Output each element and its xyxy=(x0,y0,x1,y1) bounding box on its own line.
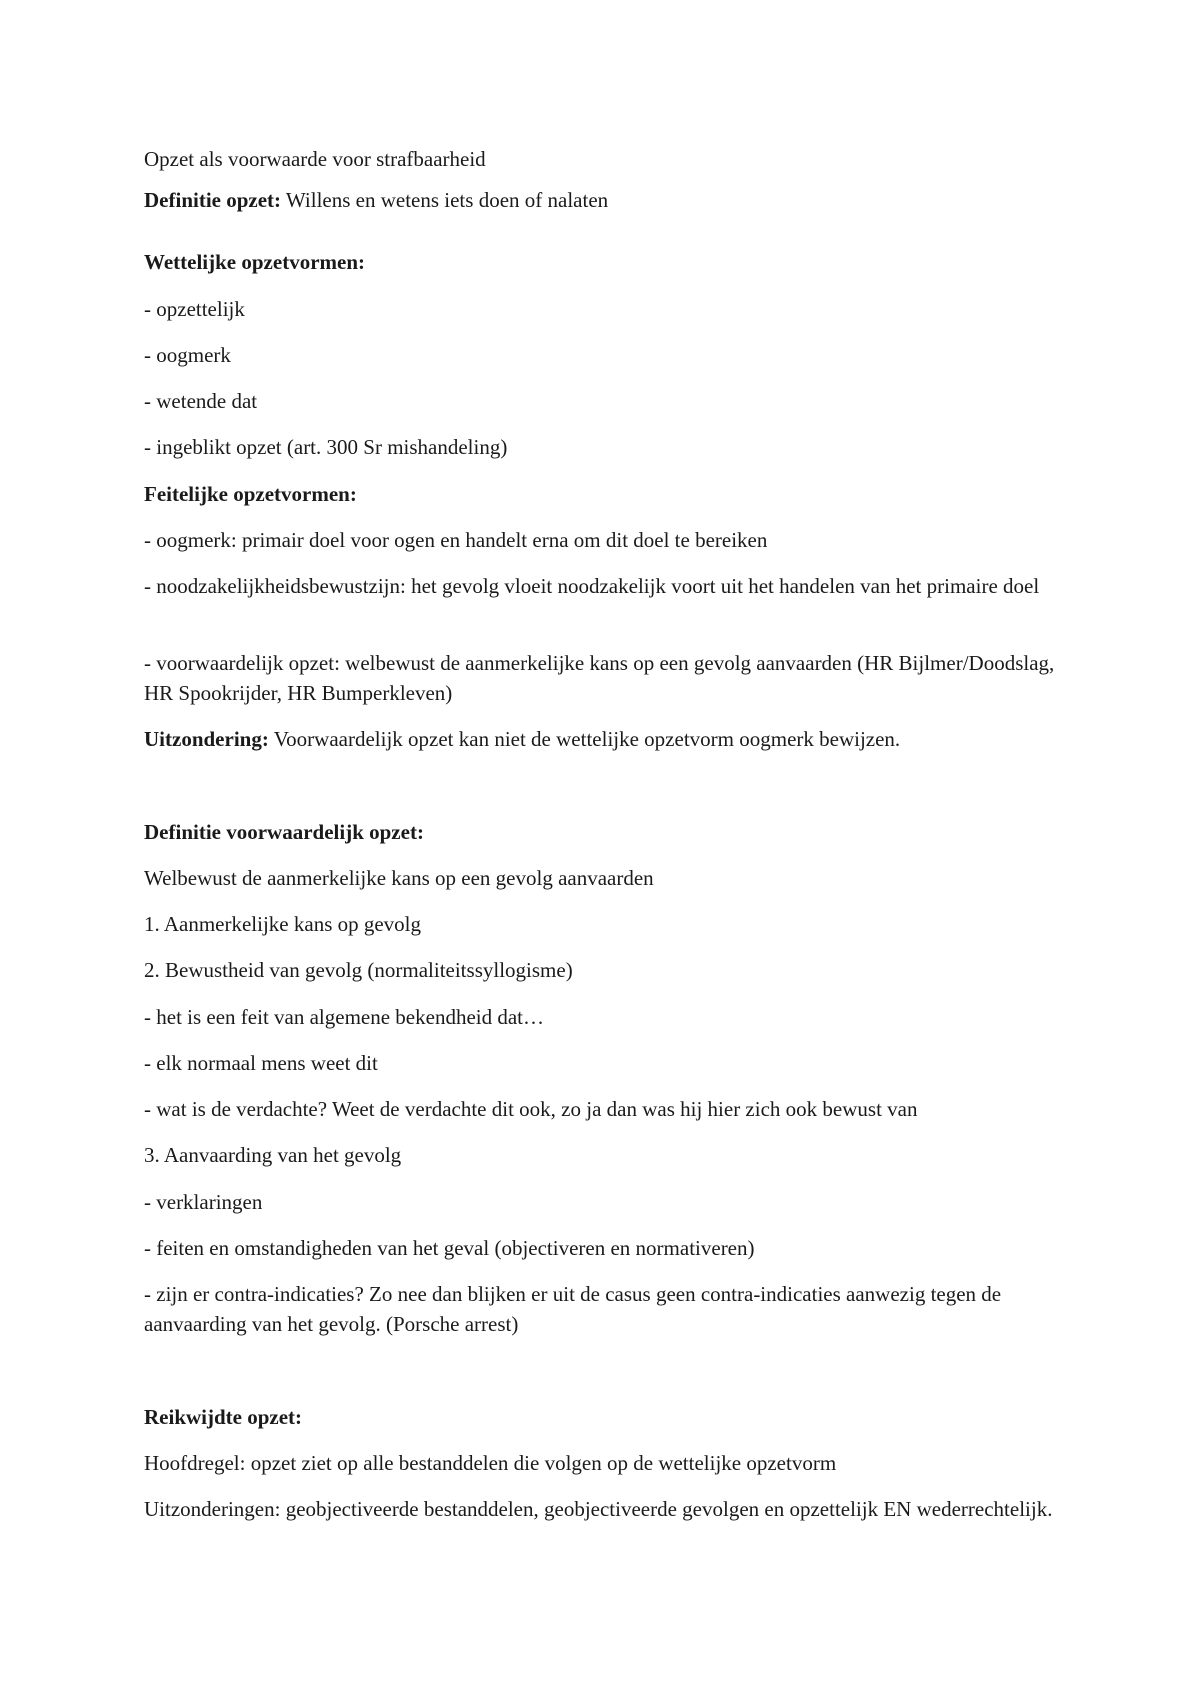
wettelijke-item: - wetende dat xyxy=(144,389,258,413)
feitelijke-item: - oogmerk: primair doel voor ogen en handelt erna om dit doel te bereiken xyxy=(144,528,768,552)
voorwaardelijk-line: - feiten en omstandigheden van het geval (objectiveren en normativeren) xyxy=(144,1236,755,1260)
reikwijdte-heading: Reikwijdte opzet: xyxy=(144,1405,303,1429)
voorwaardelijk-line: - elk normaal mens weet dit xyxy=(144,1051,378,1075)
document-title: Opzet als voorwaarde voor strafbaarheid xyxy=(144,147,486,171)
feitelijke-item: - noodzakelijkheidsbewustzijn: het gevolg vloeit noodzakelijk voort uit het handelen van het primaire doel xyxy=(144,574,1040,598)
reikwijdte-line: Uitzonderingen: geobjectiveerde bestanddelen, geobjectiveerde gevolgen en opzettelijk EN wederrechtelijk. xyxy=(144,1497,1053,1521)
reikwijdte-line: Hoofdregel: opzet ziet op alle bestanddelen die volgen op de wettelijke opzetvorm xyxy=(144,1451,837,1475)
uitzondering-label: Uitzondering: xyxy=(144,727,269,751)
voorwaardelijk-line: Welbewust de aanmerkelijke kans op een gevolg aanvaarden xyxy=(144,866,654,890)
wettelijke-item: - oogmerk xyxy=(144,343,231,367)
wettelijke-heading: Wettelijke opzetvormen: xyxy=(144,250,366,274)
definitie-opzet-label: Definitie opzet: xyxy=(144,188,282,212)
feitelijke-heading: Feitelijke opzetvormen: xyxy=(144,482,357,506)
voorwaardelijk-line: 2. Bewustheid van gevolg (normaliteitssyllogisme) xyxy=(144,958,573,982)
uitzondering-text: Voorwaardelijk opzet kan niet de wettelijke opzetvorm oogmerk bewijzen. xyxy=(268,727,901,751)
uitzondering xyxy=(144,724,1064,754)
voorwaardelijk-line: 3. Aanvaarding van het gevolg xyxy=(144,1143,402,1167)
wettelijke-item: - ingeblikt opzet (art. 300 Sr mishandeling) xyxy=(144,435,508,459)
voorwaardelijk-line: 1. Aanmerkelijke kans op gevolg xyxy=(144,912,422,936)
voorwaardelijk-line: - zijn er contra-indicaties? Zo nee dan blijken er uit de casus geen contra-indicaties aanwezig tegen de aanvaarding van het gevolg. (Porsche arrest) xyxy=(144,1282,1002,1336)
wettelijke-item: - opzettelijk xyxy=(144,297,245,321)
voorwaardelijk-line: - het is een feit van algemene bekendheid dat… xyxy=(144,1005,545,1029)
feitelijke-item: - voorwaardelijk opzet: welbewust de aanmerkelijke kans op een gevolg aanvaarden (HR Bijlmer/Doodslag, HR Spookrijder, HR Bumperkleven) xyxy=(144,651,1055,705)
voorwaardelijk-heading: Definitie voorwaardelijk opzet: xyxy=(144,820,424,844)
voorwaardelijk-line: - wat is de verdachte? Weet de verdachte dit ook, zo ja dan was hij hier zich ook bewust van xyxy=(144,1097,918,1121)
definitie-opzet xyxy=(144,185,1064,215)
definitie-opzet-text: Willens en wetens iets doen of nalaten xyxy=(281,188,609,212)
voorwaardelijk-line: - verklaringen xyxy=(144,1190,263,1214)
